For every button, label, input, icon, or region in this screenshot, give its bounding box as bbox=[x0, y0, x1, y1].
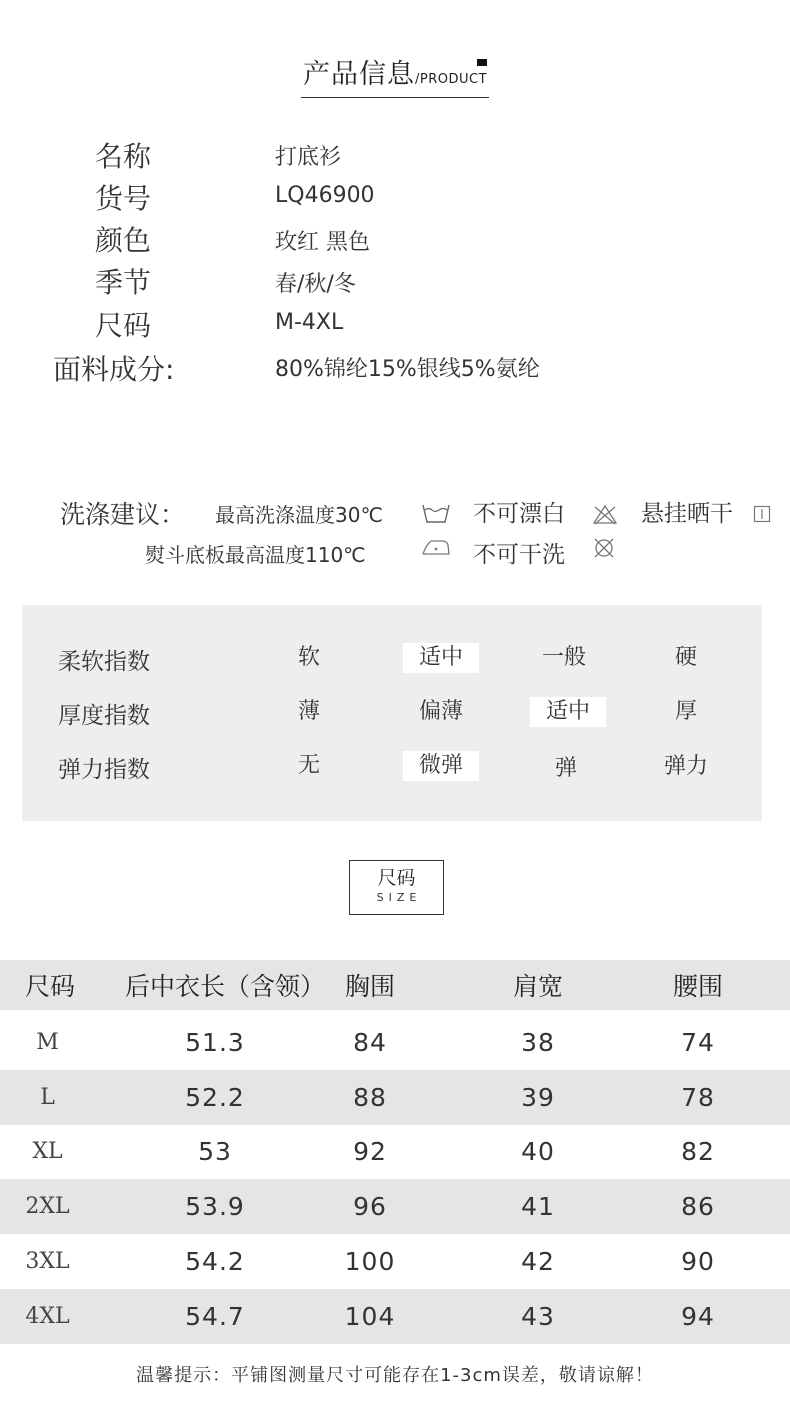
index-option: 厚 bbox=[674, 699, 697, 724]
table-row bbox=[0, 1015, 790, 1070]
wash-iron-temp: 熨斗底板最高温度110℃ bbox=[145, 543, 366, 567]
product-info-header bbox=[0, 52, 790, 98]
table-header-cell: 后中衣长（含领） bbox=[125, 972, 326, 1001]
info-value-name: 打底衫 bbox=[275, 145, 342, 170]
table-header-cell: 腰围 bbox=[672, 972, 723, 1001]
info-value-sku: LQ46900 bbox=[275, 183, 375, 208]
size-badge-en: SIZE bbox=[376, 891, 422, 904]
table-row bbox=[0, 1234, 790, 1289]
table-cell: 100 bbox=[344, 1247, 396, 1277]
index-label-elasticity: 弹力指数 bbox=[58, 757, 150, 783]
index-label-softness: 柔软指数 bbox=[58, 649, 150, 675]
table-cell: 51.3 bbox=[185, 1027, 245, 1057]
table-cell: 90 bbox=[681, 1247, 715, 1277]
info-value-color: 玫红 黑色 bbox=[275, 230, 370, 255]
table-cell-size: M bbox=[36, 1029, 59, 1055]
table-cell: 86 bbox=[681, 1192, 715, 1222]
table-cell: 92 bbox=[353, 1137, 387, 1167]
info-label-size: 尺码 bbox=[95, 309, 152, 342]
header-mark-icon bbox=[477, 59, 487, 66]
table-cell: 88 bbox=[353, 1082, 387, 1112]
table-cell: 104 bbox=[344, 1301, 396, 1331]
size-table bbox=[0, 960, 790, 1344]
table-cell: 41 bbox=[521, 1192, 555, 1222]
fabric-index-panel bbox=[22, 605, 762, 821]
table-header-cell: 肩宽 bbox=[512, 972, 563, 1001]
info-label-name: 名称 bbox=[95, 140, 152, 173]
table-cell: 54.7 bbox=[185, 1301, 245, 1331]
hang-dry-icon bbox=[753, 505, 771, 523]
info-label-season: 季节 bbox=[95, 266, 152, 299]
table-cell: 78 bbox=[681, 1082, 715, 1112]
no-dry-clean-icon bbox=[592, 536, 616, 560]
table-header-row bbox=[0, 960, 790, 1010]
size-badge bbox=[349, 860, 444, 915]
measurement-note: 温馨提示：平铺图测量尺寸可能存在1-3cm误差，敬请谅解！ bbox=[136, 1365, 654, 1386]
table-cell: 54.2 bbox=[185, 1247, 245, 1277]
index-option: 硬 bbox=[674, 645, 697, 670]
table-cell: 82 bbox=[681, 1137, 715, 1167]
index-option-selected: 微弹 bbox=[403, 751, 479, 781]
wash-title: 洗涤建议： bbox=[60, 500, 186, 529]
wash-no-dry-clean: 不可干洗 bbox=[473, 542, 565, 568]
table-cell-size: 4XL bbox=[25, 1303, 70, 1329]
index-option: 无 bbox=[297, 753, 320, 778]
table-cell-size: L bbox=[40, 1084, 55, 1110]
table-cell: 40 bbox=[521, 1137, 555, 1167]
info-value-size: M-4XL bbox=[275, 310, 344, 335]
info-label-fabric: 面料成分: bbox=[53, 353, 175, 386]
size-badge-cn: 尺码 bbox=[377, 867, 416, 889]
table-header-cell: 尺码 bbox=[25, 972, 76, 1001]
table-cell: 52.2 bbox=[185, 1082, 245, 1112]
info-label-color: 颜色 bbox=[95, 224, 152, 257]
wash-hang-dry: 悬挂晒干 bbox=[641, 501, 733, 527]
index-option: 薄 bbox=[297, 699, 320, 724]
wash-no-bleach: 不可漂白 bbox=[473, 501, 565, 527]
table-cell-size: 2XL bbox=[25, 1194, 70, 1220]
table-row bbox=[0, 1179, 790, 1234]
index-label-thickness: 厚度指数 bbox=[58, 703, 150, 729]
info-value-season: 春/秋/冬 bbox=[275, 272, 356, 297]
table-row bbox=[0, 1070, 790, 1125]
table-cell: 84 bbox=[353, 1027, 387, 1057]
info-value-fabric: 80%锦纶15%银线5%氨纶 bbox=[275, 357, 540, 382]
table-row bbox=[0, 1125, 790, 1180]
table-row bbox=[0, 1289, 790, 1344]
table-cell: 42 bbox=[521, 1247, 555, 1277]
info-label-sku: 货号 bbox=[95, 182, 152, 215]
index-option: 偏薄 bbox=[418, 699, 463, 724]
index-option: 一般 bbox=[541, 645, 586, 670]
iron-icon bbox=[420, 536, 452, 558]
table-cell: 38 bbox=[521, 1027, 555, 1057]
index-option: 弹力 bbox=[663, 754, 708, 779]
no-bleach-icon bbox=[592, 503, 618, 525]
table-cell-size: 3XL bbox=[25, 1249, 70, 1275]
table-cell: 94 bbox=[681, 1301, 715, 1331]
index-option-selected: 适中 bbox=[530, 697, 606, 727]
table-cell: 96 bbox=[353, 1192, 387, 1222]
table-cell: 43 bbox=[521, 1301, 555, 1331]
table-cell: 39 bbox=[521, 1082, 555, 1112]
table-cell: 74 bbox=[681, 1027, 715, 1057]
wash-tub-icon bbox=[420, 500, 452, 526]
index-option-selected: 适中 bbox=[403, 643, 479, 673]
header-title-en: /PRODUCT bbox=[414, 72, 488, 87]
wash-max-temp: 最高洗涤温度30℃ bbox=[215, 503, 383, 527]
index-option: 软 bbox=[297, 645, 320, 670]
table-cell-size: XL bbox=[32, 1139, 63, 1165]
header-title-cn: 产品信息 bbox=[302, 59, 415, 90]
table-cell: 53.9 bbox=[185, 1192, 245, 1222]
table-header-cell: 胸围 bbox=[344, 972, 395, 1001]
table-cell: 53 bbox=[198, 1137, 232, 1167]
index-option: 弹 bbox=[554, 756, 577, 781]
